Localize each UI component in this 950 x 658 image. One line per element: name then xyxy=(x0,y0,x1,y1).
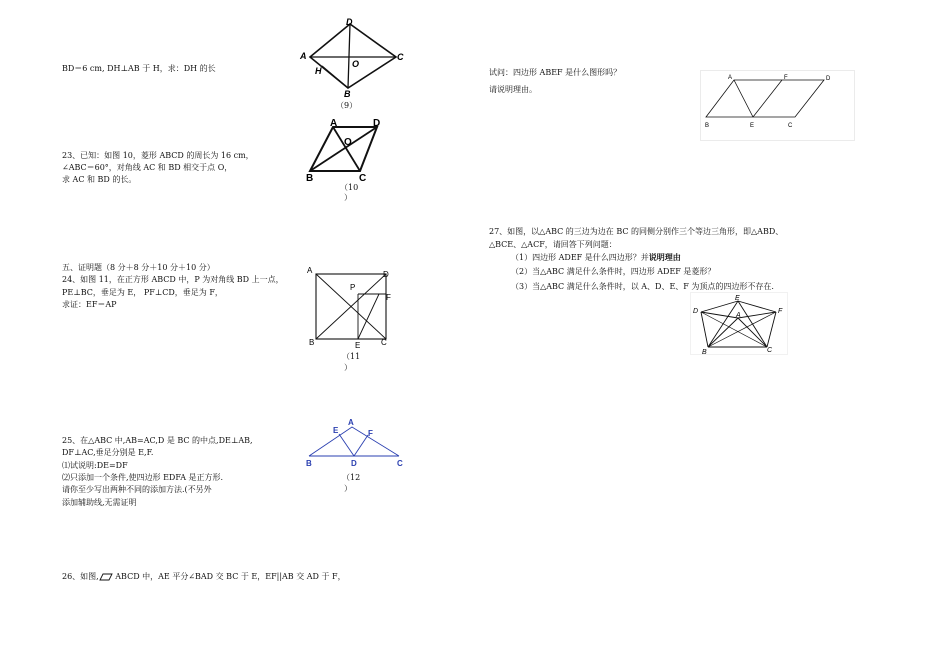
q23-line-3: 求 AC 和 BD 的长。 xyxy=(62,175,137,184)
fig27-label-d: D xyxy=(693,308,699,315)
q25-line-1: 25、在△ABC 中,AB=AC,D 是 BC 的中点,DE⊥AB, xyxy=(62,436,253,445)
q26-suffix: ABCD 中，AE 平分∠BAD 交 BC 于 E，EF||AB 交 AD 于 F， xyxy=(112,572,346,581)
fig10-label-d: D xyxy=(373,118,381,129)
fig11-label-a: A xyxy=(307,266,313,275)
fig12-label-a: A xyxy=(348,418,354,427)
fig11-caption-2: ） xyxy=(344,363,352,372)
figure-27 xyxy=(690,292,790,356)
fig12-label-b: B xyxy=(306,459,312,468)
fig12-label-d: D xyxy=(351,459,357,468)
q27-line-2: △BCE、△ACF，请回答下列问题： xyxy=(489,240,617,249)
q23-line-1: 23、已知：如图 10，菱形 ABCD 的周长为 16 cm， xyxy=(62,151,254,160)
fig10-label-o: O xyxy=(344,137,352,148)
q27-line-1: 27、如图，以△ABC 的三边为边在 BC 的同侧分别作三个等边三角形，即△ABD、 xyxy=(489,227,784,236)
fig12-caption-2: ） xyxy=(344,484,352,493)
q25-line-6: 添加辅助线,无需证明 xyxy=(62,498,137,507)
fig12-caption-1: （12 xyxy=(342,473,361,482)
fig12-label-c: C xyxy=(397,459,403,468)
fig9-label-a: A xyxy=(300,51,307,61)
fig11-label-c: C xyxy=(381,338,387,347)
fig27-label-e: E xyxy=(735,295,740,302)
fig9-label-d: D xyxy=(346,17,353,27)
q22-text: BD＝6 cm, DH⊥AB 于 H，求：DH 的长 xyxy=(62,64,216,73)
fig10-label-b: B xyxy=(306,173,314,184)
fig26-label-b: B xyxy=(705,123,710,129)
q26-cont-line-1: 试问：四边形 ABEF 是什么图形吗？ xyxy=(489,68,622,77)
q24-line-2: PE⊥BC，垂足为 E， PF⊥CD，垂足为 F， xyxy=(62,288,223,297)
fig10-label-a: A xyxy=(330,118,338,129)
q27-sub-1 xyxy=(511,251,681,264)
fig11-label-b: B xyxy=(309,338,315,347)
fig27-label-b: B xyxy=(702,349,707,356)
q23-line-2: ∠ABC＝60°，对角线 AC 和 BD 相交于点 O， xyxy=(62,163,233,172)
fig11-label-d: D xyxy=(383,270,389,279)
fig11-label-p: P xyxy=(350,283,356,292)
fig26-label-f: F xyxy=(784,75,788,81)
parallelogram-icon xyxy=(99,573,113,581)
fig26-label-c: C xyxy=(788,123,793,129)
fig12-label-e: E xyxy=(333,426,339,435)
q27-sub-1-prefix: （1）四边形 ADEF 是什么四边形？并 xyxy=(511,253,649,262)
fig11-label-f: F xyxy=(386,293,391,302)
q25-line-3: ⑴试说明:DE=DF xyxy=(62,461,128,470)
fig9-caption: （9） xyxy=(336,101,358,110)
fig27-label-f: F xyxy=(778,308,783,315)
fig26-label-d: D xyxy=(826,76,831,82)
figure-26 xyxy=(700,70,860,142)
figure-11 xyxy=(306,264,396,350)
figure-12 xyxy=(302,416,408,470)
q26-prefix: 26、如图, xyxy=(62,572,99,581)
fig26-label-a: A xyxy=(728,75,733,81)
fig26-label-e: E xyxy=(750,123,755,129)
figure-9 xyxy=(300,18,410,98)
fig9-label-b: B xyxy=(344,89,351,99)
fig9-label-h: H xyxy=(315,66,322,76)
section-5-heading: 五、证明题（8 分＋8 分＋10 分＋10 分） xyxy=(62,263,215,272)
q25-line-5: 请你至少写出两种不同的添加方法.(不另外 xyxy=(62,485,212,494)
q27-sub-1-bold: 说明理由 xyxy=(648,252,681,262)
fig9-label-c: C xyxy=(397,52,404,62)
fig10-caption-1: （10 xyxy=(340,183,359,192)
fig10-caption-2: ） xyxy=(344,193,352,202)
fig11-label-e: E xyxy=(355,341,361,350)
fig12-label-f: F xyxy=(368,429,373,438)
fig27-label-c: C xyxy=(767,347,773,354)
q27-sub-3: （3）当△ABC 满足什么条件时，以 A、D、E、F 为顶点的四边形不存在. xyxy=(511,282,774,291)
fig11-caption-1: （11 xyxy=(342,352,361,361)
fig10-label-c: C xyxy=(359,173,367,184)
q24-line-1: 24、如图 11，在正方形 ABCD 中，P 为对角线 BD 上一点， xyxy=(62,275,284,284)
fig27-label-a: A xyxy=(736,312,741,319)
fig9-label-o: O xyxy=(352,59,360,69)
q27-sub-2: （2）当△ABC 满足什么条件时，四边形 ADEF 是菱形？ xyxy=(511,267,716,276)
q25-line-4: ⑵只添加一个条件,使四边形 EDFA 是正方形. xyxy=(62,473,224,482)
figure-10 xyxy=(300,116,400,182)
q25-line-2: DF⊥AC,垂足分别是 E,F. xyxy=(62,448,154,457)
q24-line-3: 求证：EF＝AP xyxy=(62,300,117,309)
q26-cont-line-2: 请说明理由。 xyxy=(489,85,537,94)
